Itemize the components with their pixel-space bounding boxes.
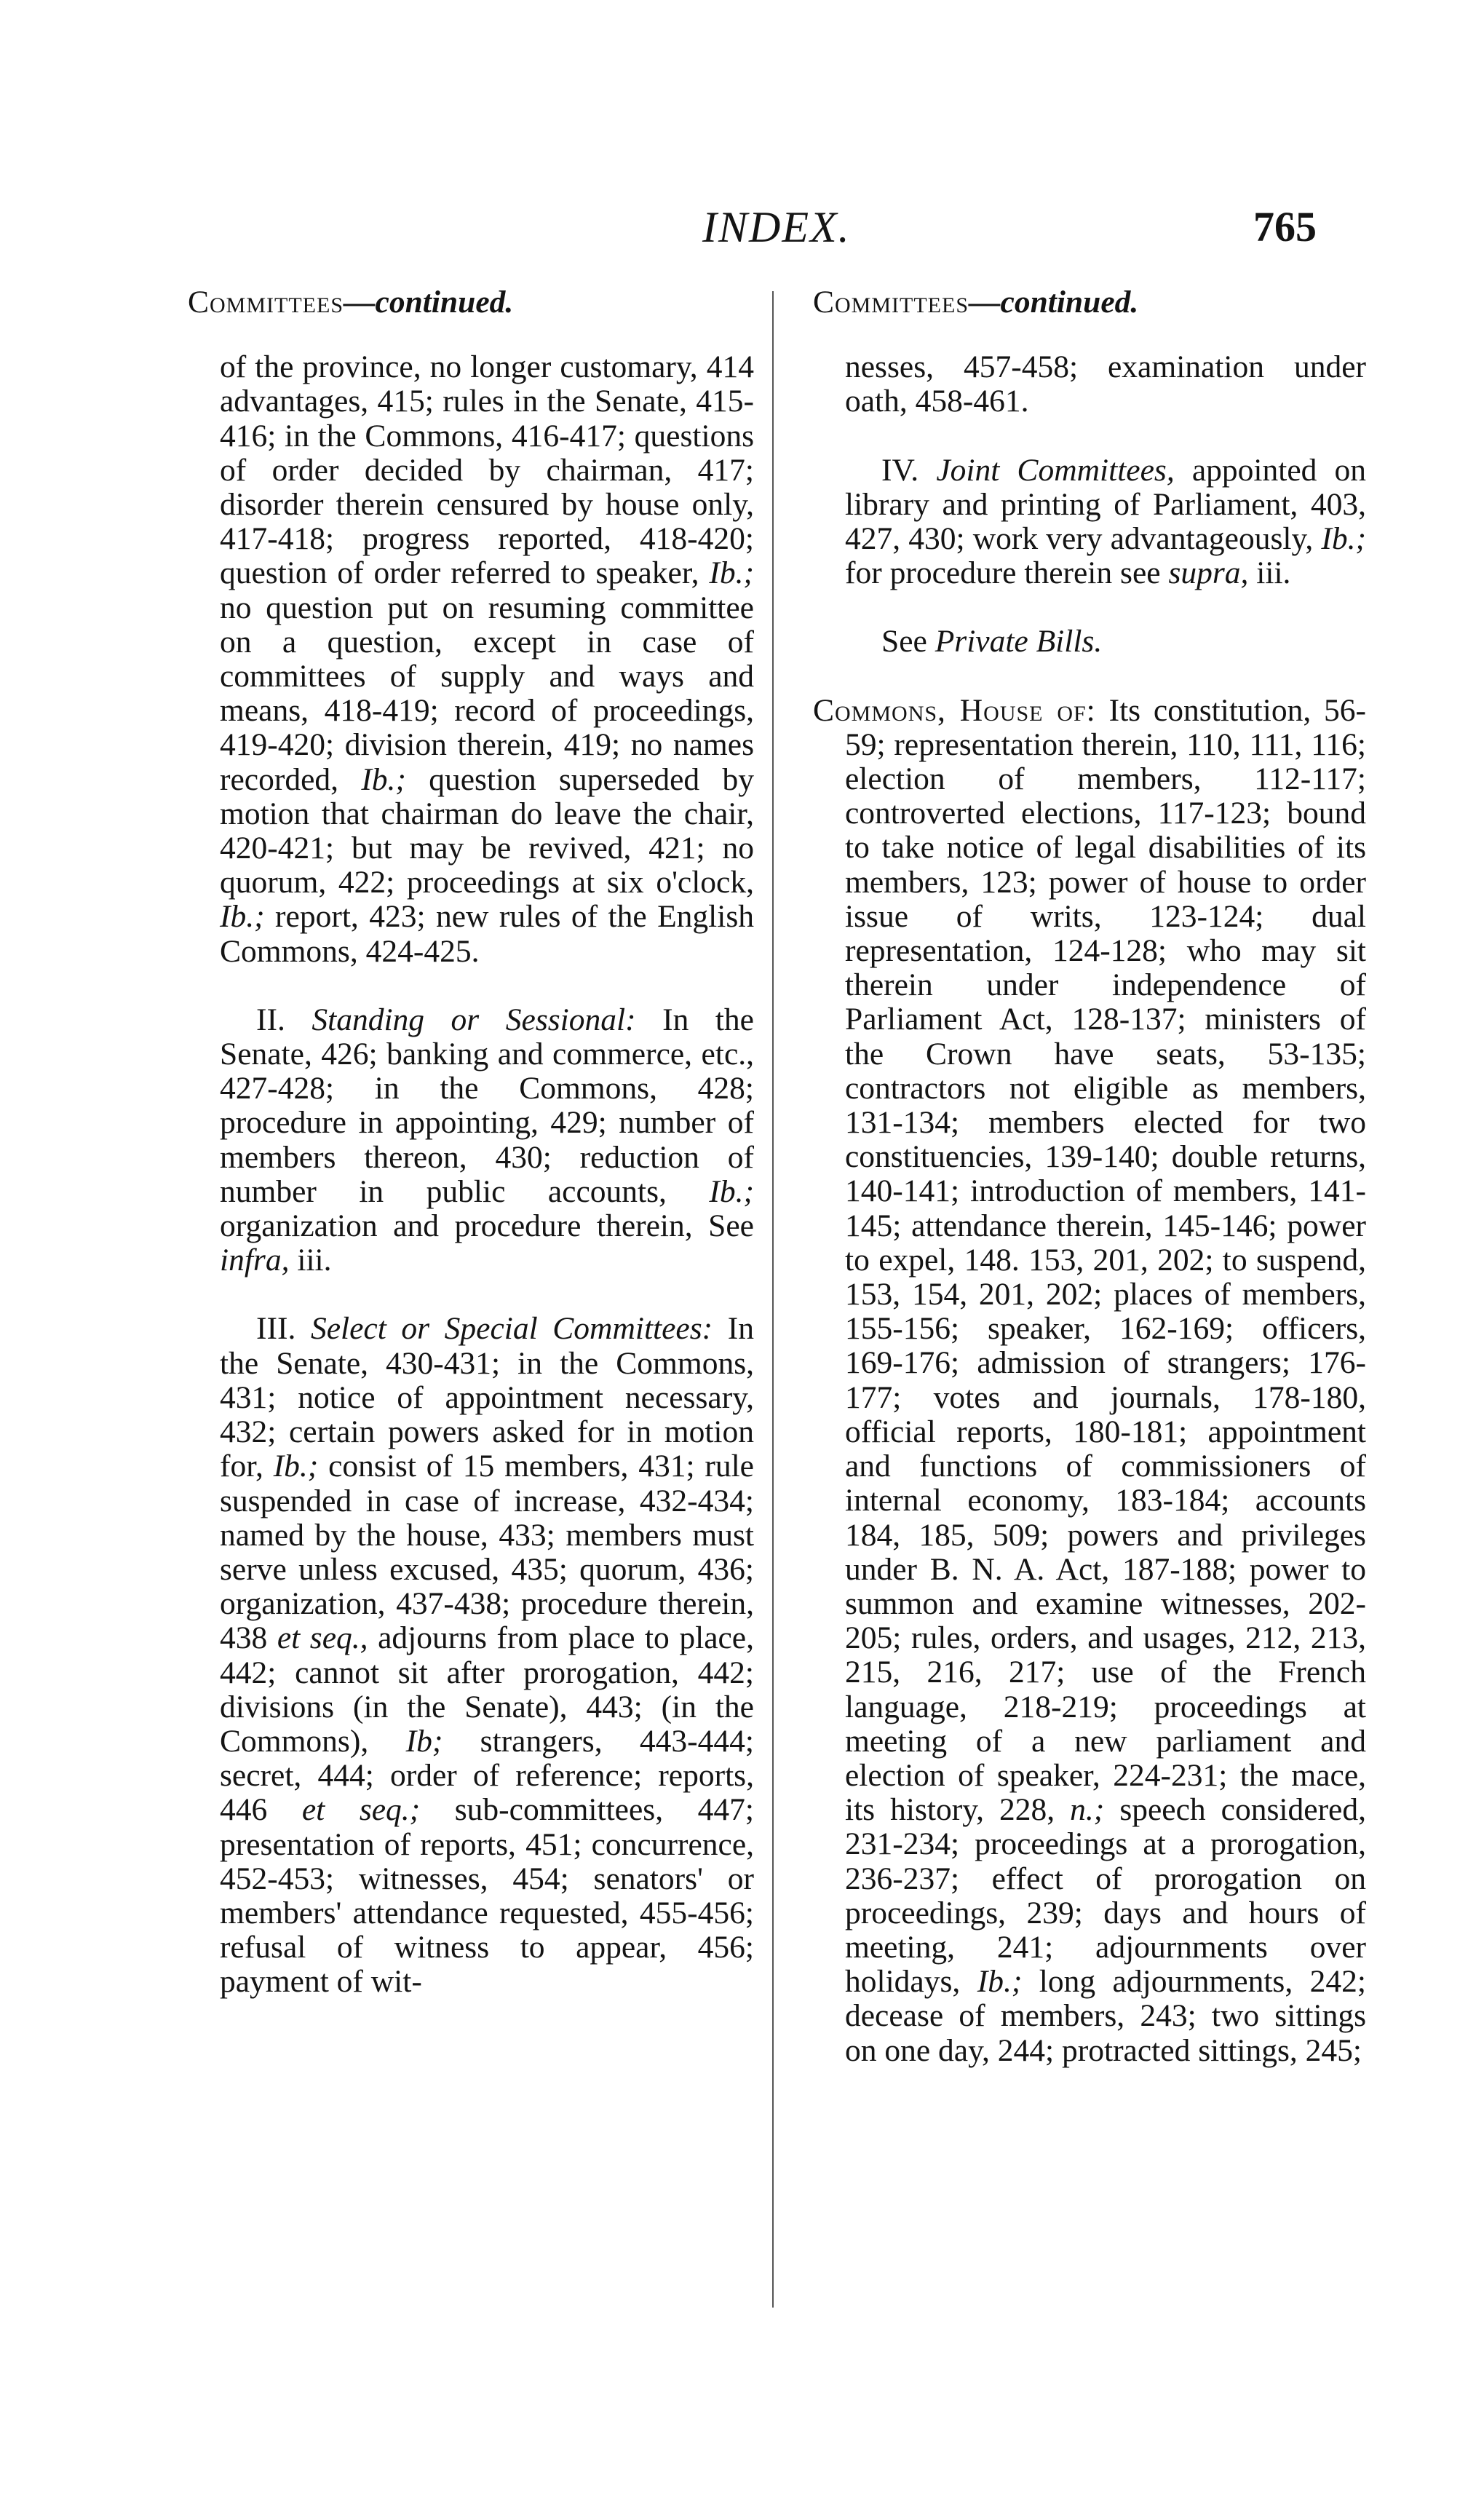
entry-term: Commons, House of: bbox=[813, 692, 1096, 728]
heading-term: Committees bbox=[188, 285, 344, 320]
heading-continued: —continued. bbox=[344, 285, 514, 320]
running-title: INDEX. bbox=[702, 203, 851, 251]
left-column-heading bbox=[188, 285, 754, 320]
page-number: 765 bbox=[1253, 203, 1317, 250]
left-column bbox=[188, 285, 754, 2000]
entry-paragraph-standing: II. Standing or Sessional: In the Senate, 426; banking and commerce, etc., 427-428; in the Commons, 428; procedure in appointing, 429; number of members thereon, 430; reduction of number in public accounts, Ib.; organization and procedure therein, See infra, iii. bbox=[220, 1002, 754, 1278]
right-column-heading bbox=[813, 285, 1366, 320]
heading-continued: —continued. bbox=[969, 285, 1139, 320]
entry-commons-house-of: Commons, House of: Its constitution, 56-59; representation therein, 110, 111, 116; election of members, 112-117; controverted elections, 117-123; bound to take notice of legal disabilities of its members, 123; power of house to order issue of writs, 123-124; dual representation, 124-128; who may sit therein under independence of Parliament Act, 128-137; ministers of the Crown have seats, 53-135; contractors not eligible as members, 131-134; members elected for two constituencies, 139-140; double returns, 140-141; introduction of members, 141-145; attendance therein, 145-146; power to expel, 148. 153, 201, 202; to suspend, 153, 154, 201, 202; places of members, 155-156; speaker, 162-169; officers, 169-176; admission of strangers; 176-177; votes and journals, 178-180, official reports, 180-181; appointment and functions of commissioners of internal economy, 183-184; accounts 184, 185, 509; powers and privileges under B. N. A. Act, 187-188; power to summon and examine witnesses, 202-205; rules, orders, and usages, 212, 213, 215, 216, 217; use of the French language, 218-219; proceedings at meeting of a new parliament and election of speaker, 224-231; the mace, its history, 228, n.; speech considered, 231-234; proceedings at a prorogation, 236-237; effect of prorogation on proceedings, 239; days and hours of meeting, 241; adjournments over holidays, Ib.; long adjournments, 242; decease of members, 243; two sittings on one day, 244; protracted sittings, 245; bbox=[813, 692, 1367, 2068]
entry-paragraph-joint: IV. Joint Committees, appointed on library and printing of Parliament, 403, 427, 430; work very advantageously, Ib.; for procedure therein see supra, iii. bbox=[845, 452, 1367, 591]
entry-paragraph-select: III. Select or Special Committees: In the Senate, 430-431; in the Commons, 431; notice of appointment necessary, 432; certain powers asked for in motion for, Ib.; consist of 15 members, 431; rule suspended in case of increase, 432-434; named by the house, 433; members must serve unless excused, 435; quorum, 436; organization, 437-438; procedure therein, 438 et seq., adjourns from place to place, 442; cannot sit after prorogation, 442; divisions (in the Senate), 443; (in the Commons), Ib; strangers, 443-444; secret, 444; order of reference; reports, 446 et seq.; sub-committees, 447; presentation of reports, 451; concurrence, 452-453; witnesses, 454; senators' or members' attendance requested, 455-456; refusal of witness to appear, 456; payment of wit- bbox=[220, 1311, 754, 2000]
right-column bbox=[813, 285, 1366, 2068]
entry-paragraph: nesses, 457-458; examination under oath, 458-461. bbox=[845, 349, 1366, 419]
column-divider bbox=[772, 291, 774, 2308]
cross-reference: See Private Bills. bbox=[881, 624, 1103, 660]
running-head bbox=[0, 202, 1484, 261]
heading-term: Committees bbox=[813, 285, 969, 320]
entry-paragraph: of the province, no longer customary, 414 advantages, 415; rules in the Senate, 415-416; in the Commons, 416-417; questions of order decided by chairman, 417; disorder therein censured by house only, 417-418; progress reported, 418-420; question of order referred to speaker, Ib.; no question put on resuming committee on a question, except in case of committees of supply and ways and means, 418-419; record of proceedings, 419-420; division therein, 419; no names recorded, Ib.; question superseded by motion that chairman do leave the chair, 420-421; but may be revived, 421; no quorum, 422; proceedings at six o'clock, Ib.; report, 423; new rules of the English Commons, 424-425. bbox=[220, 349, 754, 969]
